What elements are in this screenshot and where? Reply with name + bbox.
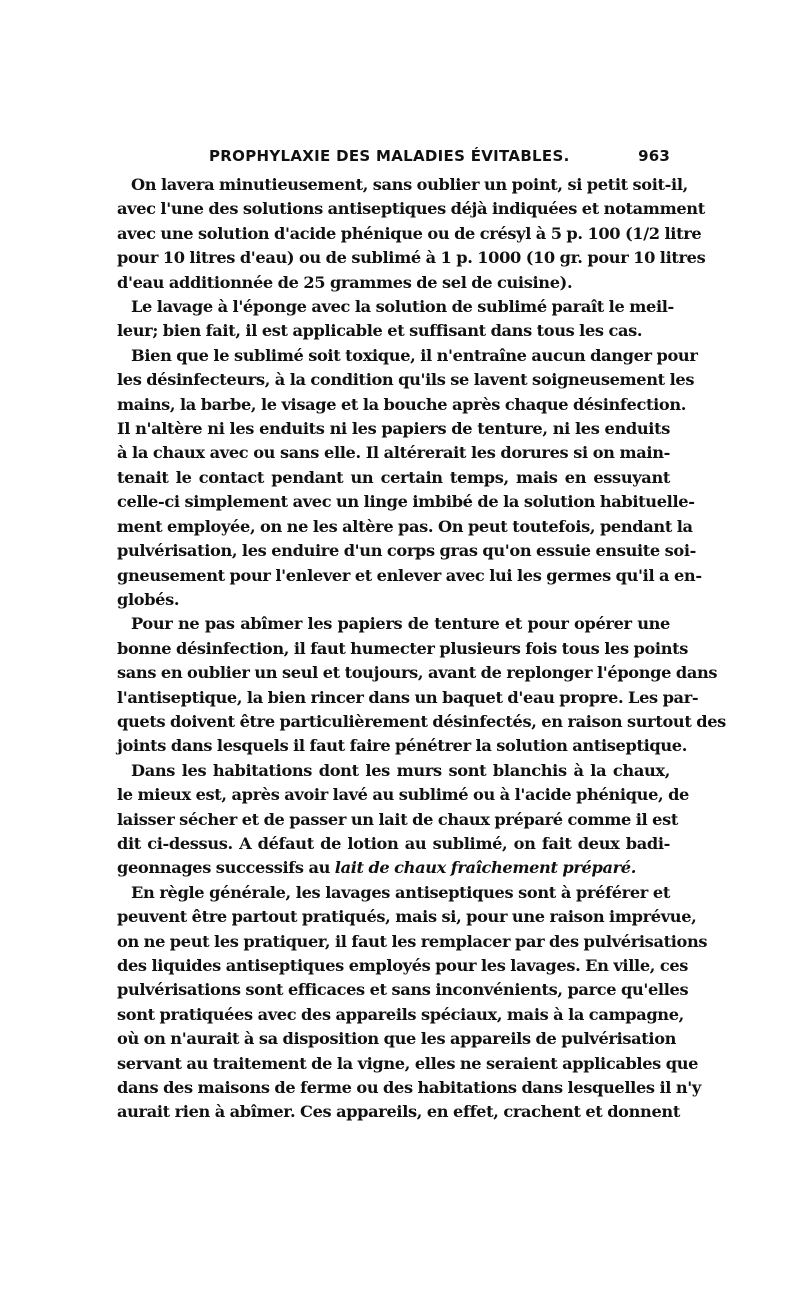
- text-line: pour 10 litres d'eau) ou de sublimé à 1 p. 1000 (10 gr. pour 10 litres: [117, 248, 706, 268]
- text-line: l'antiseptique, la bien rincer dans un baquet d'eau propre. Les par-: [117, 687, 699, 707]
- text-line: bonne désinfection, il faut humecter plusieurs fois tous les points: [117, 638, 689, 658]
- text-line: [117, 856, 670, 880]
- text-line: pulvérisation, les enduire d'un corps gras qu'on essuie ensuite soi-: [117, 541, 697, 561]
- text-line: le mieux est, après avoir lavé au sublimé ou à l'acide phénique, de: [117, 785, 690, 805]
- text-line: on ne peut les pratiquer, il faut les remplacer par des pulvérisations: [117, 931, 708, 951]
- italic-phrase: lait de chaux fraîchement préparé.: [334, 858, 637, 878]
- text-line: peuvent être partout pratiqués, mais si, pour une raison imprévue,: [117, 907, 697, 927]
- text-line: aurait rien à abîmer. Ces appareils, en effet, crachent et donnent: [117, 1102, 680, 1122]
- text-line: leur; bien fait, il est applicable et suffisant dans tous les cas.: [117, 321, 643, 341]
- book-page: [117, 147, 726, 1125]
- text-line: joints dans lesquels il faut faire pénétrer la solution antiseptique.: [117, 736, 688, 756]
- paragraph: [117, 759, 690, 881]
- text-line: où on n'aurait à sa disposition que les appareils de pulvérisation: [117, 1029, 677, 1049]
- text-line: d'eau additionnée de 25 grammes de sel de cuisine).: [117, 272, 573, 292]
- text-line: les désinfecteurs, à la condition qu'ils se lavent soigneusement les: [117, 370, 695, 390]
- text-line: ment employée, on ne les altère pas. On peut toutefois, pendant la: [117, 516, 693, 536]
- paragraph: [117, 173, 706, 295]
- running-title: PROPHYLAXIE DES MALADIES ÉVITABLES.: [209, 147, 570, 165]
- text-line: dans des maisons de ferme ou des habitations dans lesquelles il n'y: [117, 1078, 701, 1098]
- text-line: Bien que le sublimé soit toxique, il n'entraîne aucun danger pour: [131, 345, 698, 365]
- text-line: laisser sécher et de passer un lait de chaux préparé comme il est: [117, 809, 678, 829]
- running-head: [117, 147, 670, 173]
- text-line: quets doivent être particulièrement désinfectés, en raison surtout des: [117, 711, 726, 731]
- text-line: des liquides antiseptiques employés pour les lavages. En ville, ces: [117, 956, 689, 975]
- text-line: Pour ne pas abîmer les papiers de tenture et pour opérer une: [131, 614, 670, 634]
- text-line: avec l'une des solutions antiseptiques déjà indiquées et notamment: [117, 199, 705, 219]
- paragraph: [117, 295, 674, 344]
- text-line: sont pratiquées avec des appareils spéciaux, mais à la campagne,: [117, 1004, 684, 1024]
- text-line: Dans les habitations dont les murs sont blanchis à la chaux,: [131, 760, 670, 780]
- text-line: On lavera minutieusement, sans oublier un point, si petit soit-il,: [131, 175, 688, 194]
- text-line: Il n'altère ni les enduits ni les papiers de tenture, ni les enduits: [117, 419, 670, 439]
- text-line: avec une solution d'acide phénique ou de crésyl à 5 p. 100 (1/2 litre: [117, 223, 702, 243]
- text-line: En règle générale, les lavages antiseptiques sont à préférer et: [131, 882, 670, 902]
- text-line: gneusement pour l'enlever et enlever avec lui les germes qu'il a en-: [117, 565, 702, 585]
- text-line: sans en oublier un seul et toujours, avant de replonger l'éponge dans: [117, 663, 718, 683]
- body-text: [117, 173, 726, 1125]
- text-line: mains, la barbe, le visage et la bouche après chaque désinfection.: [117, 394, 687, 414]
- paragraph: [117, 612, 726, 758]
- paragraph: [117, 881, 708, 1125]
- text-line: globés.: [117, 589, 180, 609]
- text-line: celle-ci simplement avec un linge imbibé de la solution habituelle-: [117, 492, 695, 512]
- text-segment: geonnages successifs au: [117, 858, 335, 878]
- page-number: 963: [638, 147, 670, 165]
- paragraph: [117, 344, 702, 612]
- text-line: Le lavage à l'éponge avec la solution de sublimé paraît le meil-: [131, 297, 674, 317]
- text-line: pulvérisations sont efficaces et sans inconvénients, parce qu'elles: [117, 980, 689, 1000]
- text-line: tenait le contact pendant un certain temps, mais en essuyant: [117, 467, 670, 487]
- text-line: dit ci-dessus. A défaut de lotion au sublimé, on fait deux badi-: [117, 833, 670, 853]
- text-line: servant au traitement de la vigne, elles ne seraient applicables que: [117, 1053, 699, 1073]
- text-line: à la chaux avec ou sans elle. Il altérerait les dorures si on main-: [117, 443, 670, 463]
